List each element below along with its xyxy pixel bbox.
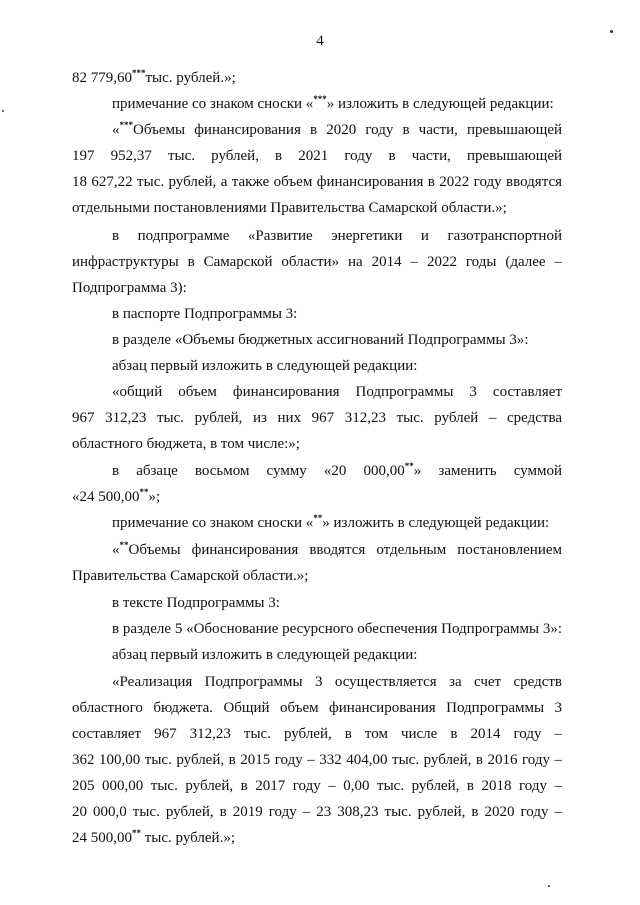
text-line: 18 627,22 тыс. рублей, а также объем финансирования в 2022 году вводятся [72, 174, 562, 190]
text-line: 24 500,00** тыс. рублей.»; [72, 828, 235, 846]
text-line: составляет 967 312,23 тыс. рублей, в том числе в 2014 году – [72, 726, 562, 742]
text-line: «общий объем финансирования Подпрограммы 3 составляет [112, 384, 562, 400]
text-line: «**Объемы финансирования вводятся отдельным постановлением [112, 540, 562, 558]
text-line: отдельными постановлениями Правительства Самарской области.»; [72, 200, 507, 216]
text-line: 20 000,0 тыс. рублей, в 2019 году – 23 308,23 тыс. рублей, в 2020 году – [72, 804, 562, 820]
text-line: в подпрограмме «Развитие энергетики и газотранспортной [112, 228, 562, 244]
text-line: 197 952,37 тыс. рублей, в 2021 году в части, превышающей [72, 148, 562, 164]
text-line: в абзаце восьмом сумму «20 000,00**» заменить суммой [112, 461, 562, 479]
text-line: «24 500,00**»; [72, 487, 161, 505]
text-line: примечание со знаком сноски «**» изложить в следующей редакции: [112, 513, 550, 531]
text-line: Подпрограмма 3): [72, 280, 187, 296]
text-line: абзац первый изложить в следующей редакции: [112, 647, 418, 663]
text-line: «Реализация Подпрограммы 3 осуществляется за счет средств [112, 674, 562, 690]
text-line: в тексте Подпрограммы 3: [112, 595, 280, 611]
text-line: 205 000,00 тыс. рублей, в 2017 году – 0,00 тыс. рублей, в 2018 году – [72, 778, 562, 794]
text-line: областного бюджета. Общий объем финансирования Подпрограммы 3 [72, 700, 562, 716]
text-line: областного бюджета, в том числе:»; [72, 436, 300, 452]
text-line: примечание со знаком сноски «***» изложить в следующей редакции: [112, 94, 554, 112]
text-line: Правительства Самарской области.»; [72, 568, 309, 584]
page-number: 4 [316, 33, 324, 49]
scan-speck [610, 30, 613, 33]
text-line: 362 100,00 тыс. рублей, в 2015 году – 332 404,00 тыс. рублей, в 2016 году – [72, 752, 562, 768]
text-line: абзац первый изложить в следующей редакции: [112, 358, 418, 374]
text-line: в разделе «Объемы бюджетных ассигнований Подпрограммы 3»: [112, 332, 529, 348]
text-line: инфраструктуры в Самарской области» на 2014 – 2022 годы (далее – [72, 254, 562, 270]
text-line: «***Объемы финансирования в 2020 году в части, превышающей [112, 120, 562, 138]
text-line: 967 312,23 тыс. рублей, из них 967 312,23 тыс. рублей – средства [72, 410, 562, 426]
text-line: в разделе 5 «Обоснование ресурсного обеспечения Подпрограммы 3»: [112, 621, 562, 637]
scan-speck [548, 885, 550, 887]
scan-speck [2, 110, 4, 112]
text-line: 82 779,60***тыс. рублей.»; [72, 68, 236, 86]
text-line: в паспорте Подпрограммы 3: [112, 306, 298, 322]
